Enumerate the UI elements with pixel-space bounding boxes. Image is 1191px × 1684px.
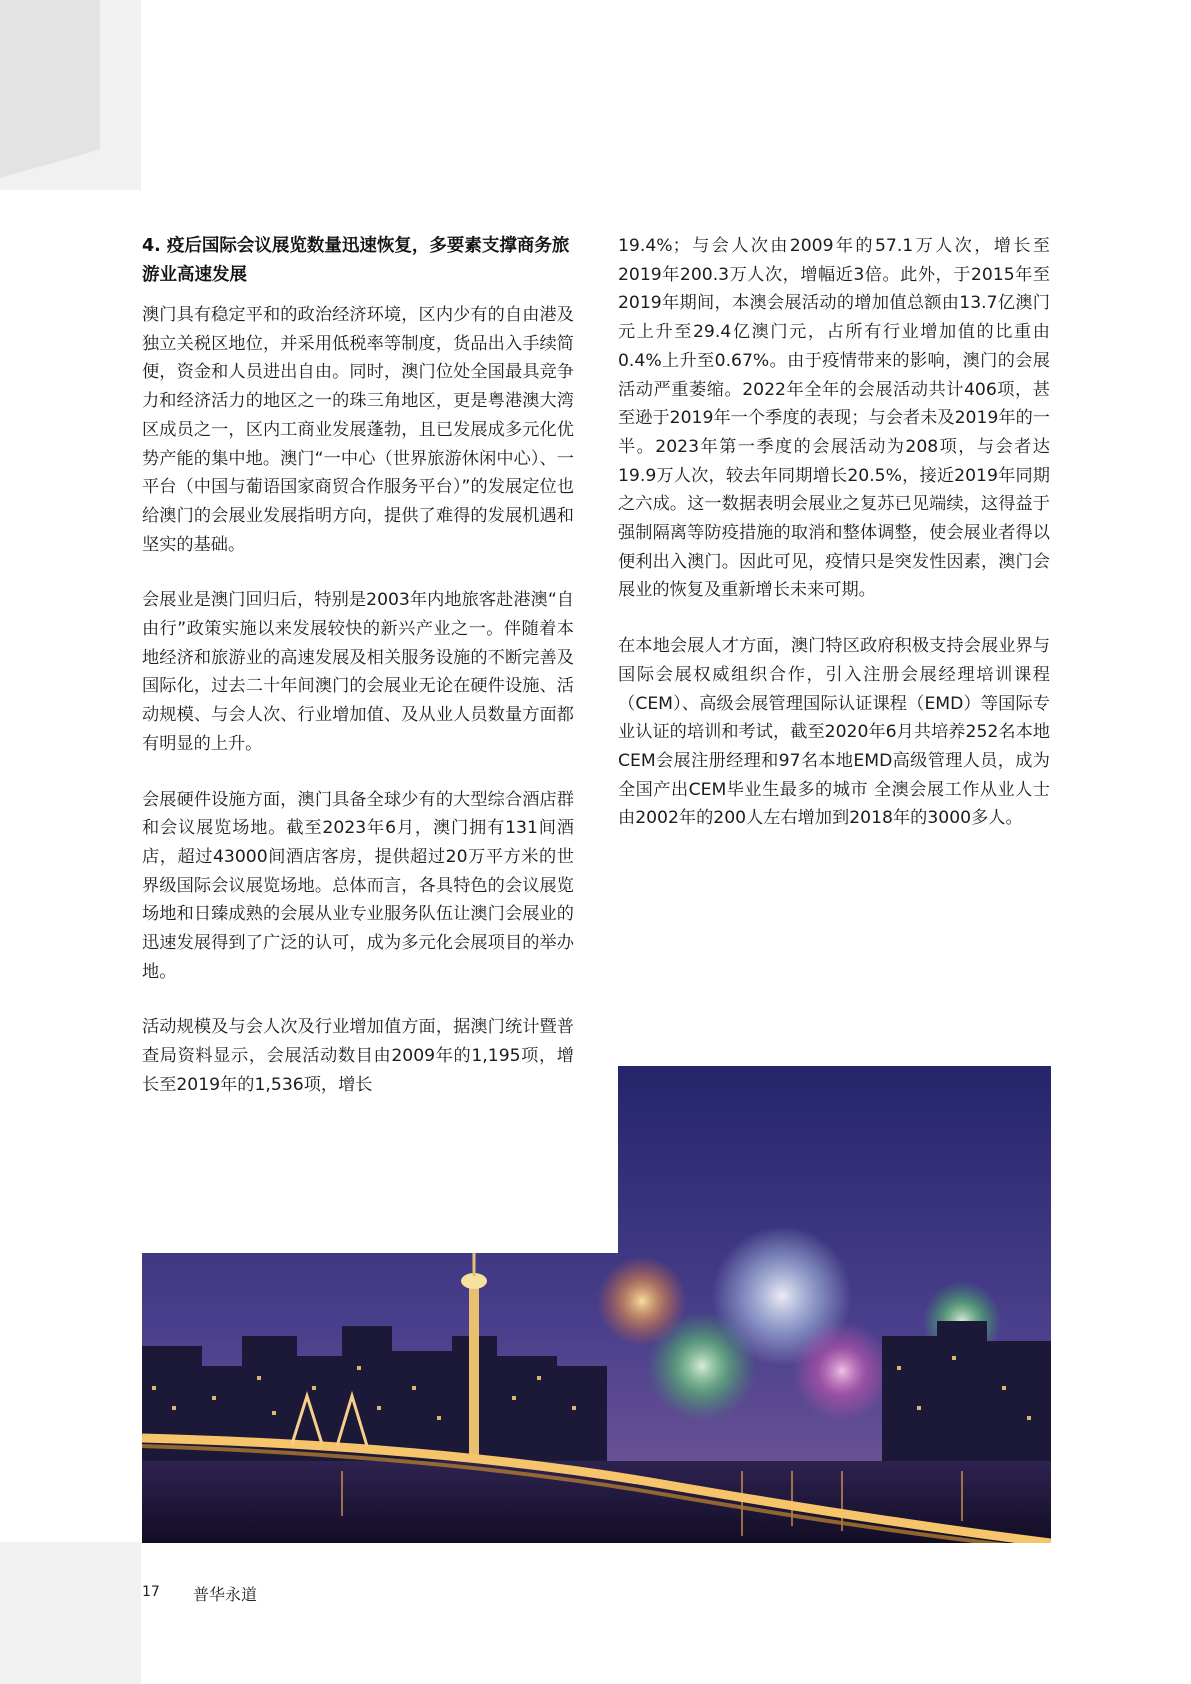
left-paragraph-4: 活动规模及与会人次及行业增加值方面，据澳门统计暨普查局资料显示，会展活动数目由2009年的1,195项，增长至2019年的1,536项，增长 [142, 1017, 574, 1095]
page-number: 17 [142, 1584, 160, 1600]
corner-shade [0, 0, 100, 178]
right-column [618, 232, 1050, 860]
section-heading: 4. 疫后国际会议展览数量迅速恢复，多要素支撑商务旅游业高速发展 [142, 236, 570, 285]
left-paragraph-3: 会展硬件设施方面，澳门具备全球少有的大型综合酒店群和会议展览场地。截至2023年6月，澳门拥有131间酒店，超过43000间酒店客房，提供超过20万平方米的世界级国际会议展览场地。总体而言，各具特色的会议展览场地和日臻成熟的会展从业专业服务队伍让澳门会展业的迅速发展得到了广泛的认可，成为多元化会展项目的举办地。 [142, 789, 574, 982]
footer-brand: 普华永道 [193, 1585, 258, 1604]
corner-decoration-bottom [0, 1542, 141, 1684]
macau-night-fireworks-photo [142, 1066, 1051, 1543]
left-paragraph-1: 澳门具有稳定平和的政治经济环境，区内少有的自由港及独立关税区地位，并采用低税率等制度，货品出入手续简便，资金和人员进出自由。同时，澳门位处全国最具竞争力和经济活力的地区之一的珠三角地区，更是粤港澳大湾区成员之一，区内工商业发展蓬勃，且已发展成多元化优势产能的集中地。澳门“一中心（世界旅游休闲中心）、一平台（中国与葡语国家商贸合作服务平台）”的发展定位也给澳门的会展业发展指明方向，提供了难得的发展机遇和坚实的基础。 [142, 305, 574, 555]
left-column [142, 232, 574, 1127]
left-paragraph-2: 会展业是澳门回归后，特别是2003年内地旅客赴港澳“自由行”政策实施以来发展较快的新兴产业之一。伴随着本地经济和旅游业的高速发展及相关服务设施的不断完善及国际化，过去二十年间澳门的会展业无论在硬件设施、活动规模、与会人次、行业增加值、及从业人员数量方面都有明显的上升。 [142, 590, 574, 754]
right-paragraph-1: 19.4%；与会人次由2009年的57.1万人次，增长至2019年200.3万人次，增幅近3倍。此外，于2015年至2019年期间，本澳会展活动的增加值总额由13.7亿澳门元上升至29.4亿澳门元，占所有行业增加值的比重由0.4%上升至0.67%。由于疫情带来的影响，澳门的会展活动严重萎缩。2022年全年的会展活动共计406项，甚至逊于2019年一个季度的表现；与会者未及2019年的一半。2023年第一季度的会展活动为208项，与会者达19.9万人次，较去年同期增长20.5%，接近2019年同期之六成。这一数据表明会展业之复苏已见端续，这得益于强制隔离等防疫措施的取消和整体调整，使会展业者得以便利出入澳门。因此可见，疫情只是突发性因素，澳门会展业的恢复及重新增长未来可期。 [618, 236, 1050, 601]
photo-illustration [142, 1066, 1051, 1543]
right-paragraph-2: 在本地会展人才方面，澳门特区政府积极支持会展业界与国际会展权威组织合作，引入注册会展经理培训课程（CEM）、高级会展管理国际认证课程（EMD）等国际专业认证的培训和考试，截至2020年6月共培养252名本地CEM会展注册经理和97名本地EMD高级管理人员，成为全国产出CEM毕业生最多的城市 全澳会展工作从业人士由2002年的200人左右增加到2018年的3000多人。 [618, 636, 1050, 829]
corner-decoration-top [0, 0, 141, 190]
